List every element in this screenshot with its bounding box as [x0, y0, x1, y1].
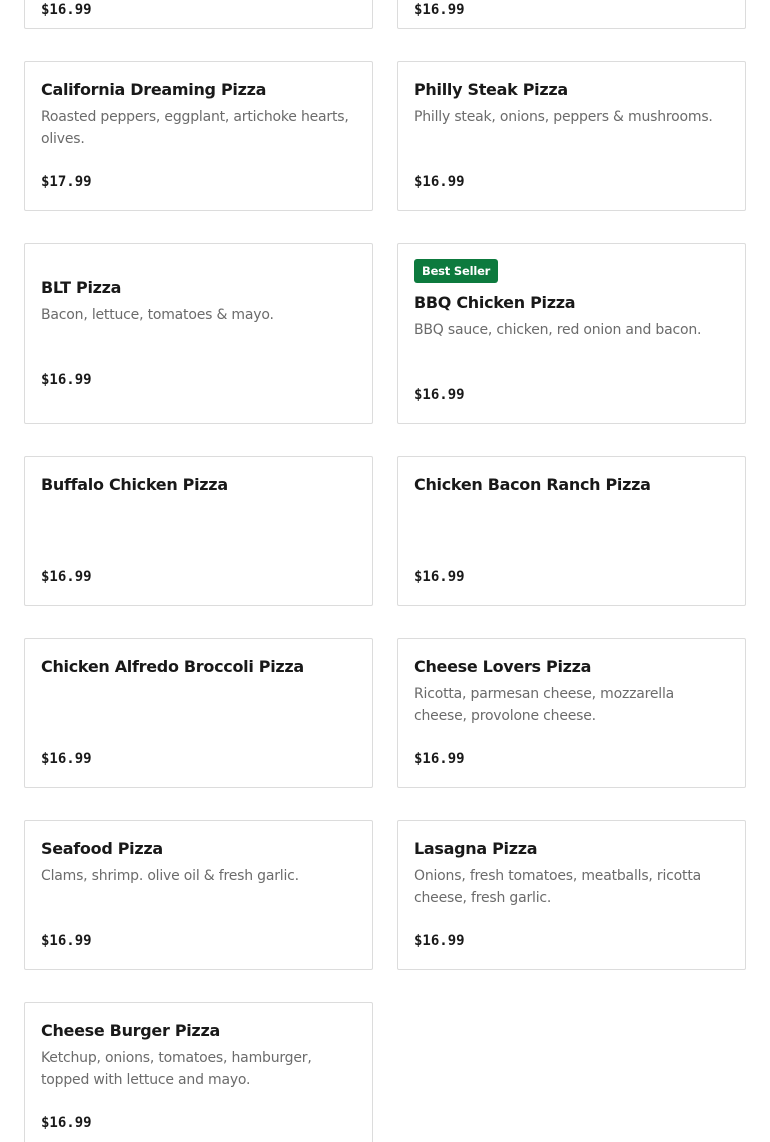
item-title: Chicken Alfredo Broccoli Pizza — [41, 657, 304, 676]
menu-item-card[interactable] — [24, 243, 373, 424]
item-price: $16.99 — [414, 174, 465, 190]
item-price: $16.99 — [414, 2, 465, 18]
menu-item-card[interactable] — [397, 0, 746, 29]
item-title: BBQ Chicken Pizza — [414, 293, 576, 312]
item-title: BLT Pizza — [41, 278, 122, 297]
menu-item-card[interactable] — [24, 0, 373, 29]
item-price: $16.99 — [41, 372, 92, 388]
item-title: Cheese Burger Pizza — [41, 1021, 220, 1040]
item-price: $16.99 — [41, 751, 92, 767]
item-price: $16.99 — [41, 569, 92, 585]
item-description: BBQ sauce, chicken, red onion and bacon. — [414, 322, 702, 338]
item-price: $16.99 — [414, 387, 465, 403]
item-price: $16.99 — [414, 933, 465, 949]
item-title: Buffalo Chicken Pizza — [41, 475, 228, 494]
item-description: Ricotta, parmesan cheese, mozzarella cheese, provolone cheese. — [414, 686, 675, 724]
item-price: $16.99 — [414, 569, 465, 585]
menu-item-card[interactable] — [24, 638, 373, 788]
menu-item-card[interactable] — [24, 1002, 373, 1142]
menu-item-card[interactable] — [397, 820, 746, 970]
best-seller-badge: Best Seller — [414, 259, 498, 283]
menu-item-card[interactable] — [24, 820, 373, 970]
item-description: Ketchup, onions, tomatoes, hamburger, topped with lettuce and mayo. — [41, 1050, 312, 1088]
item-title: California Dreaming Pizza — [41, 80, 267, 99]
menu-item-card[interactable] — [397, 243, 746, 424]
item-description: Bacon, lettuce, tomatoes & mayo. — [41, 307, 274, 323]
item-title: Philly Steak Pizza — [414, 80, 568, 99]
item-price: $17.99 — [41, 174, 92, 190]
item-description: Roasted peppers, eggplant, artichoke hearts, olives. — [41, 109, 349, 147]
item-title: Lasagna Pizza — [414, 839, 538, 858]
item-title: Cheese Lovers Pizza — [414, 657, 592, 676]
menu-item-card[interactable] — [24, 456, 373, 606]
item-description: Philly steak, onions, peppers & mushrooms. — [414, 109, 713, 125]
item-description: Onions, fresh tomatoes, meatballs, ricotta cheese, fresh garlic. — [414, 868, 701, 906]
menu-item-card[interactable] — [397, 456, 746, 606]
item-title: Chicken Bacon Ranch Pizza — [414, 475, 651, 494]
menu-item-card[interactable] — [24, 61, 373, 211]
item-description: Clams, shrimp. olive oil & fresh garlic. — [41, 868, 299, 884]
menu-item-card[interactable] — [397, 61, 746, 211]
item-price: $16.99 — [41, 1115, 92, 1131]
menu-item-card[interactable] — [397, 638, 746, 788]
item-price: $16.99 — [41, 933, 92, 949]
item-title: Seafood Pizza — [41, 839, 163, 858]
item-price: $16.99 — [41, 2, 92, 18]
item-price: $16.99 — [414, 751, 465, 767]
